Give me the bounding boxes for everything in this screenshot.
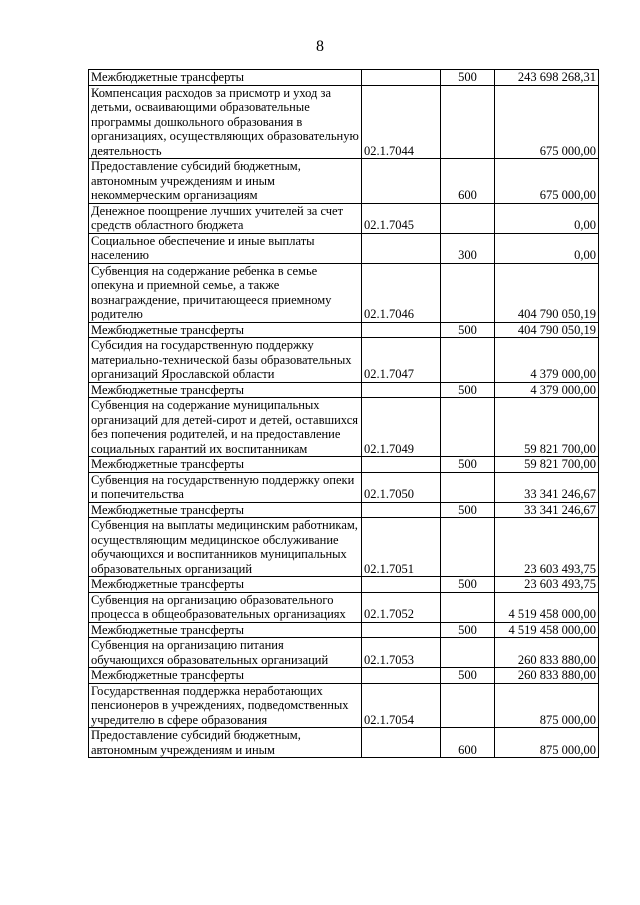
row-expense-type-cell: 500 [441, 622, 495, 638]
row-amount-cell: 260 833 880,00 [495, 668, 599, 684]
row-amount-cell: 243 698 268,31 [495, 70, 599, 86]
table-row [89, 338, 599, 383]
table-row [89, 85, 599, 159]
row-name-cell: Межбюджетные трансферты [89, 668, 362, 684]
row-name-cell: Компенсация расходов за присмотр и уход за детьми, осваивающими образовательные программы дошкольного образования в организациях, осуществляющих образовательную деятельность [89, 85, 362, 159]
row-code-cell: 02.1.7047 [362, 338, 441, 383]
row-expense-type-cell [441, 338, 495, 383]
row-name-cell: Субсидия на государственную поддержку материально-технической базы образовательных организаций Ярославской области [89, 338, 362, 383]
row-name-cell: Субвенция на государственную поддержку опеки и попечительства [89, 472, 362, 502]
row-amount-cell: 675 000,00 [495, 159, 599, 204]
row-name-cell: Субвенция на содержание ребенка в семье опекуна и приемной семье, а также вознаграждение, причитающееся приемному родителю [89, 263, 362, 322]
budget-table [88, 69, 599, 758]
row-amount-cell: 23 603 493,75 [495, 577, 599, 593]
table-row [89, 398, 599, 457]
row-code-cell: 02.1.7044 [362, 85, 441, 159]
row-code-cell: 02.1.7049 [362, 398, 441, 457]
table-row [89, 592, 599, 622]
table-row [89, 683, 599, 728]
row-name-cell: Субвенция на организацию питания обучающихся образовательных организаций [89, 638, 362, 668]
row-amount-cell: 4 379 000,00 [495, 338, 599, 383]
row-code-cell [362, 457, 441, 473]
row-name-cell: Социальное обеспечение и иные выплаты населению [89, 233, 362, 263]
row-code-cell [362, 70, 441, 86]
table-row [89, 668, 599, 684]
row-expense-type-cell: 600 [441, 159, 495, 204]
row-expense-type-cell [441, 398, 495, 457]
row-expense-type-cell: 600 [441, 728, 495, 758]
row-amount-cell: 4 379 000,00 [495, 382, 599, 398]
table-row [89, 263, 599, 322]
row-code-cell [362, 233, 441, 263]
row-code-cell: 02.1.7054 [362, 683, 441, 728]
table-row [89, 728, 599, 758]
row-expense-type-cell [441, 85, 495, 159]
row-amount-cell: 404 790 050,19 [495, 263, 599, 322]
row-name-cell: Денежное поощрение лучших учителей за счет средств областного бюджета [89, 203, 362, 233]
row-name-cell: Межбюджетные трансферты [89, 502, 362, 518]
row-code-cell: 02.1.7051 [362, 518, 441, 577]
row-amount-cell: 33 341 246,67 [495, 472, 599, 502]
row-code-cell [362, 728, 441, 758]
row-expense-type-cell [441, 592, 495, 622]
row-code-cell [362, 622, 441, 638]
row-amount-cell: 23 603 493,75 [495, 518, 599, 577]
row-name-cell: Субвенция на организацию образовательного процесса в общеобразовательных организациях [89, 592, 362, 622]
row-amount-cell: 59 821 700,00 [495, 398, 599, 457]
table-row [89, 203, 599, 233]
row-expense-type-cell: 500 [441, 502, 495, 518]
row-code-cell [362, 322, 441, 338]
row-expense-type-cell: 500 [441, 322, 495, 338]
row-code-cell [362, 577, 441, 593]
row-expense-type-cell: 500 [441, 668, 495, 684]
row-expense-type-cell [441, 203, 495, 233]
row-code-cell: 02.1.7046 [362, 263, 441, 322]
row-name-cell: Межбюджетные трансферты [89, 577, 362, 593]
row-amount-cell: 875 000,00 [495, 683, 599, 728]
budget-table-body [89, 70, 599, 758]
table-row [89, 70, 599, 86]
row-amount-cell: 59 821 700,00 [495, 457, 599, 473]
row-code-cell [362, 159, 441, 204]
table-row [89, 233, 599, 263]
table-row [89, 382, 599, 398]
row-name-cell: Предоставление субсидий бюджетным, автономным учреждениям и иным некоммерческим организациям [89, 159, 362, 204]
row-code-cell: 02.1.7050 [362, 472, 441, 502]
row-expense-type-cell [441, 683, 495, 728]
table-row [89, 518, 599, 577]
row-amount-cell: 4 519 458 000,00 [495, 622, 599, 638]
row-name-cell: Межбюджетные трансферты [89, 70, 362, 86]
table-row [89, 502, 599, 518]
page-number: 8 [316, 38, 324, 55]
table-row [89, 577, 599, 593]
row-name-cell: Межбюджетные трансферты [89, 622, 362, 638]
row-expense-type-cell: 500 [441, 382, 495, 398]
table-row [89, 622, 599, 638]
row-name-cell: Субвенция на выплаты медицинским работникам, осуществляющим медицинское обслуживание обучающихся и воспитанников муниципальных образовательных организаций [89, 518, 362, 577]
table-row [89, 457, 599, 473]
row-code-cell: 02.1.7052 [362, 592, 441, 622]
row-code-cell: 02.1.7053 [362, 638, 441, 668]
row-amount-cell: 260 833 880,00 [495, 638, 599, 668]
table-row [89, 159, 599, 204]
row-amount-cell: 33 341 246,67 [495, 502, 599, 518]
row-code-cell: 02.1.7045 [362, 203, 441, 233]
row-name-cell: Предоставление субсидий бюджетным, автономным учреждениям и иным [89, 728, 362, 758]
row-name-cell: Межбюджетные трансферты [89, 322, 362, 338]
table-row [89, 472, 599, 502]
row-expense-type-cell [441, 638, 495, 668]
row-amount-cell: 0,00 [495, 203, 599, 233]
row-expense-type-cell: 300 [441, 233, 495, 263]
row-name-cell: Субвенция на содержание муниципальных организаций для детей-сирот и детей, оставшихся без попечения родителей, и на предоставление социальных гарантий их воспитанникам [89, 398, 362, 457]
row-amount-cell: 675 000,00 [495, 85, 599, 159]
row-code-cell [362, 668, 441, 684]
row-name-cell: Государственная поддержка неработающих пенсионеров в учреждениях, подведомственных учредителю в сфере образования [89, 683, 362, 728]
row-name-cell: Межбюджетные трансферты [89, 457, 362, 473]
row-code-cell [362, 382, 441, 398]
row-amount-cell: 0,00 [495, 233, 599, 263]
row-name-cell: Межбюджетные трансферты [89, 382, 362, 398]
row-expense-type-cell [441, 263, 495, 322]
table-row [89, 322, 599, 338]
row-expense-type-cell [441, 472, 495, 502]
row-expense-type-cell [441, 518, 495, 577]
row-code-cell [362, 502, 441, 518]
table-row [89, 638, 599, 668]
row-amount-cell: 875 000,00 [495, 728, 599, 758]
row-expense-type-cell: 500 [441, 70, 495, 86]
row-expense-type-cell: 500 [441, 577, 495, 593]
row-amount-cell: 4 519 458 000,00 [495, 592, 599, 622]
row-expense-type-cell: 500 [441, 457, 495, 473]
row-amount-cell: 404 790 050,19 [495, 322, 599, 338]
